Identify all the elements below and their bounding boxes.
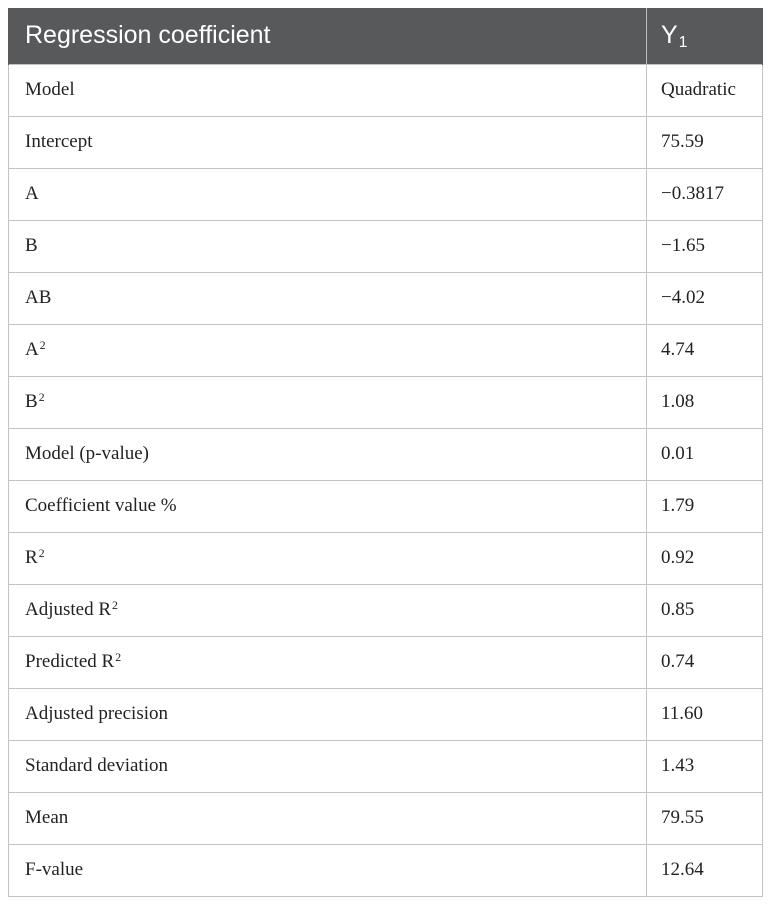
table-row (9, 376, 763, 428)
table-body (9, 64, 763, 896)
row-label: Adjusted $R^2$ (9, 584, 647, 636)
table-row (9, 220, 763, 272)
table-row (9, 584, 763, 636)
row-value: −4.02 (647, 272, 763, 324)
row-value: 79.55 (647, 792, 763, 844)
row-value: 4.74 (647, 324, 763, 376)
row-value: 75.59 (647, 116, 763, 168)
header-y1-base: Y (661, 21, 678, 50)
row-label: Intercept (9, 116, 647, 168)
table-header (9, 8, 763, 64)
row-value: −0.3817 (647, 168, 763, 220)
row-value: 0.01 (647, 428, 763, 480)
row-value: 1.43 (647, 740, 763, 792)
row-label: Standard deviation (9, 740, 647, 792)
row-label: Mean (9, 792, 647, 844)
table-row (9, 428, 763, 480)
header-y1 (647, 8, 763, 64)
row-label: B (9, 220, 647, 272)
header-row (9, 8, 763, 64)
table-row (9, 636, 763, 688)
table-row (9, 116, 763, 168)
row-label: Model (9, 64, 647, 116)
table-row (9, 688, 763, 740)
row-label: Adjusted precision (9, 688, 647, 740)
row-label: $R^2$ (9, 532, 647, 584)
row-value: 1.08 (647, 376, 763, 428)
table-row (9, 792, 763, 844)
regression-coefficient-table (8, 8, 763, 897)
table-row (9, 64, 763, 116)
row-value: −1.65 (647, 220, 763, 272)
row-label: Model (p-value) (9, 428, 647, 480)
table-row (9, 272, 763, 324)
row-label: A (9, 168, 647, 220)
row-value: Quadratic (647, 64, 763, 116)
regression-table-container (8, 8, 762, 897)
row-label: Coefficient value % (9, 480, 647, 532)
header-y1-subscript: 1 (678, 34, 688, 52)
row-label: $B^2$ (9, 376, 647, 428)
row-label: $A^2$ (9, 324, 647, 376)
table-row (9, 480, 763, 532)
row-value: 0.92 (647, 532, 763, 584)
table-row (9, 324, 763, 376)
row-value: 0.74 (647, 636, 763, 688)
row-label: AB (9, 272, 647, 324)
row-label: Predicted $R^2$ (9, 636, 647, 688)
table-row (9, 532, 763, 584)
row-value: 0.85 (647, 584, 763, 636)
row-value: 12.64 (647, 844, 763, 896)
table-row (9, 844, 763, 896)
row-value: 1.79 (647, 480, 763, 532)
table-row (9, 168, 763, 220)
header-regression-coefficient: Regression coefficient (9, 8, 647, 64)
row-label: F-value (9, 844, 647, 896)
row-value: 11.60 (647, 688, 763, 740)
table-row (9, 740, 763, 792)
